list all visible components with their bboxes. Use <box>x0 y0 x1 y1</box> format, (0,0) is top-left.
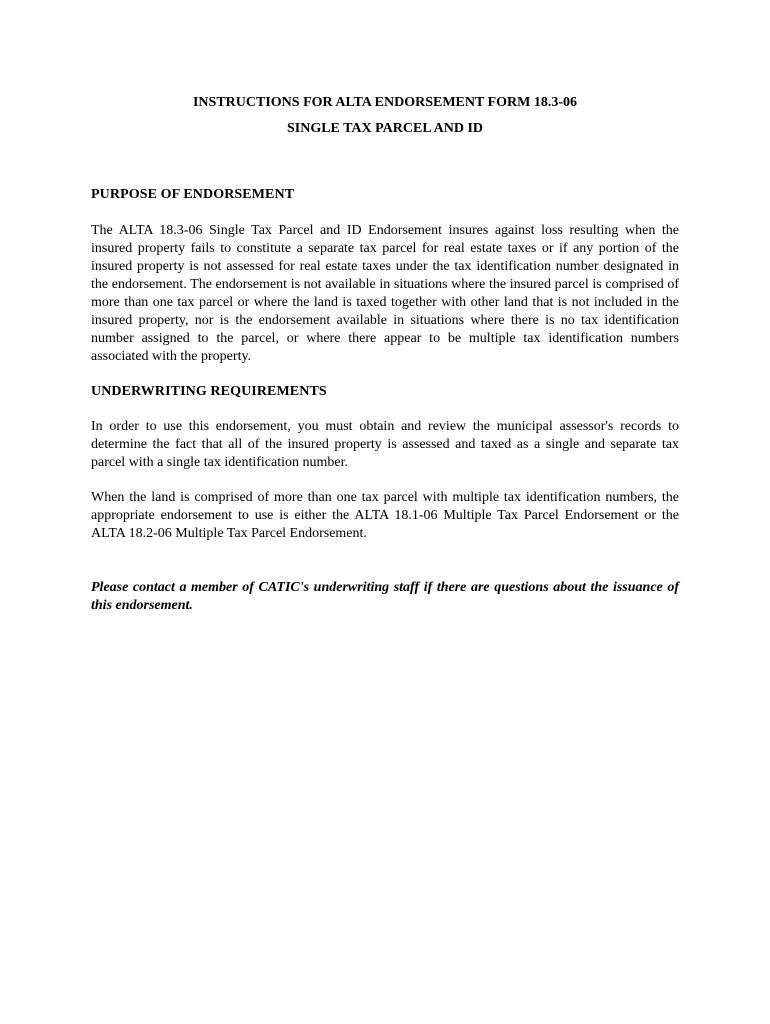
underwriting-paragraph-1: In order to use this endorsement, you must obtain and review the municipal assessor's records to determine the fact that all of the insured property is assessed and taxed as a single and separate tax parcel with a single tax identification number. <box>91 419 679 470</box>
document-subtitle: SINGLE TAX PARCEL AND ID <box>286 121 484 136</box>
document-title: INSTRUCTIONS FOR ALTA ENDORSEMENT FORM 18.3-06 <box>192 95 578 110</box>
underwriting-paragraph-2: When the land is comprised of more than one tax parcel with multiple tax identification numbers, the appropriate endorsement to use is either the ALTA 18.1-06 Multiple Tax Parcel Endorsement or the ALTA 18.2-06 Multiple Tax Parcel Endorsement. <box>91 490 679 541</box>
underwriting-heading: UNDERWRITING REQUIREMENTS <box>91 384 327 399</box>
contact-note: Please contact a member of CATIC's underwriting staff if there are questions about the issuance of this endorsement. <box>91 580 679 613</box>
purpose-heading: PURPOSE OF ENDORSEMENT <box>91 187 295 202</box>
purpose-paragraph: The ALTA 18.3-06 Single Tax Parcel and ID Endorsement insures against loss resulting when the insured property fails to constitute a separate tax parcel for real estate taxes or if any portion of the insured property is not assessed for real estate taxes under the tax identification number designated in the endorsement. The endorsement is not available in situations where the insured parcel is comprised of more than one tax parcel or where the land is taxed together with other land that is not included in the insured property, nor is the endorsement available in situations where there is no tax identification number assigned to the parcel, or where there appear to be multiple tax identification numbers associated with the property. <box>91 223 679 364</box>
